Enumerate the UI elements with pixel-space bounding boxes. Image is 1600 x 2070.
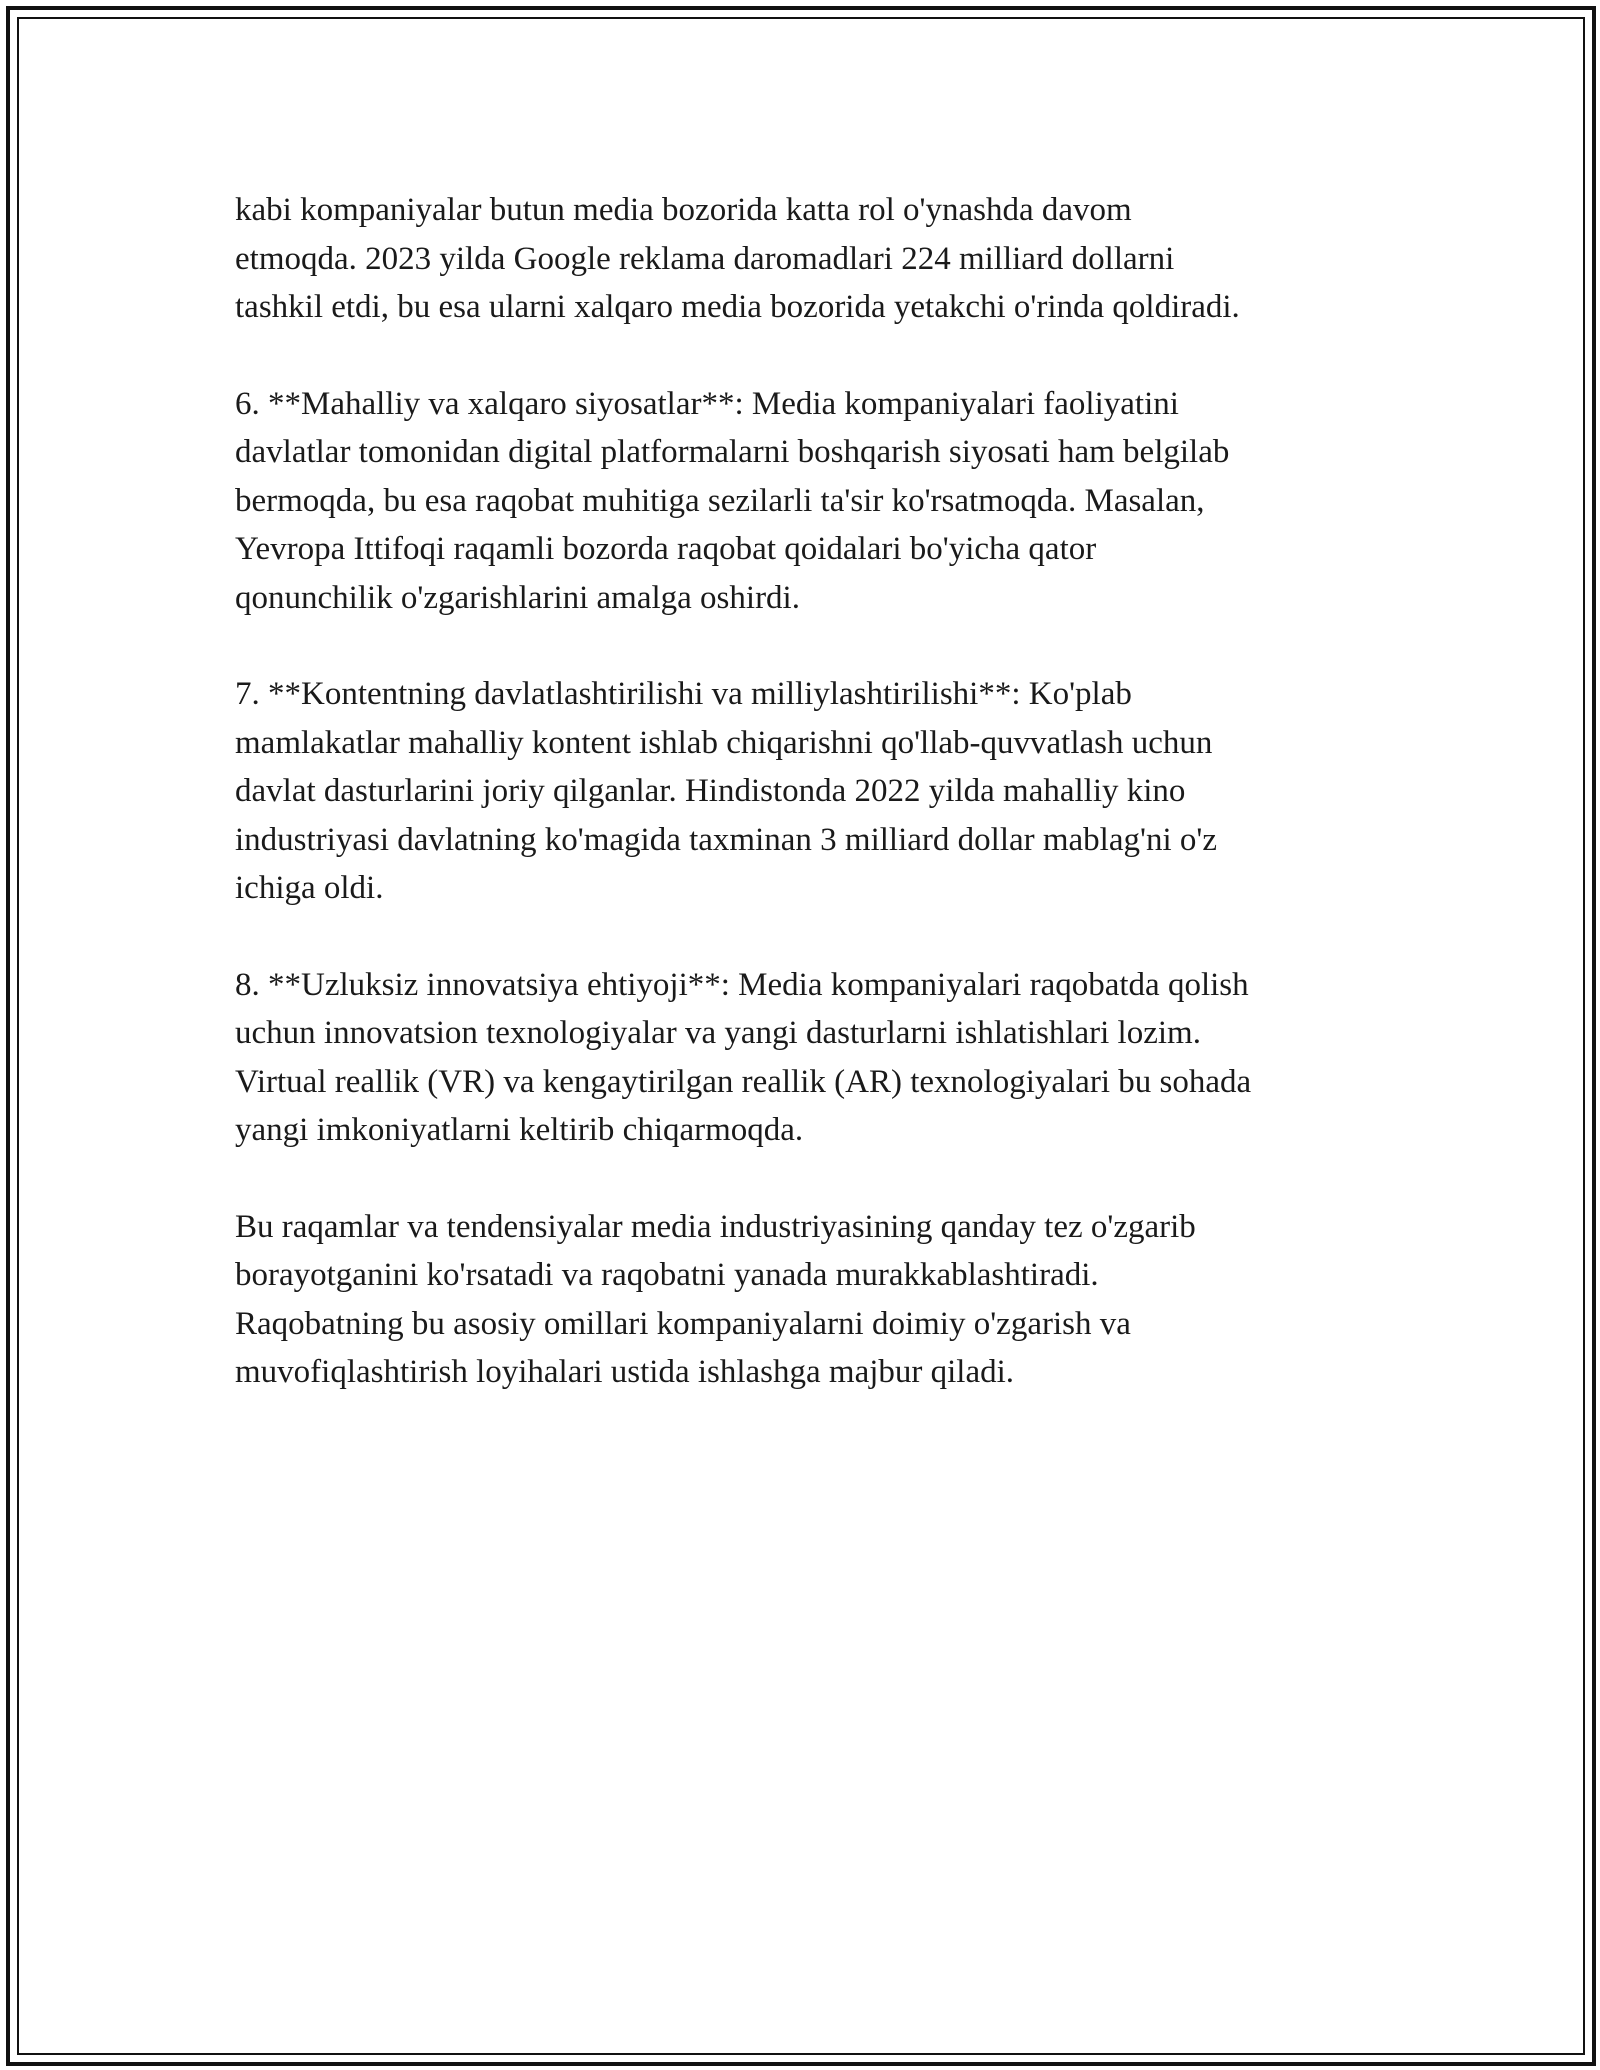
text-line: mamlakatlar mahalliy kontent ishlab chiqarishni qo'llab-quvvatlash uchun: [235, 724, 1213, 761]
paragraph-continuation: [235, 186, 1375, 332]
text-line: davlatlar tomonidan digital platformalarni boshqarish siyosati ham belgilab: [235, 434, 1230, 470]
paragraph-conclusion: [235, 1203, 1375, 1397]
text-line: Bu raqamlar va tendensiyalar media industriyasining qanday tez o'zgarib: [235, 1208, 1196, 1245]
text-line: muvofiqlashtirish loyihalari ustida ishlashga majbur qiladi.: [235, 1354, 1015, 1390]
text-line: etmoqda. 2023 yilda Google reklama daromadlari 224 milliard dollarni: [235, 240, 1175, 277]
text-line: tashkil etdi, bu esa ularni xalqaro media bozorida yetakchi o'rinda qoldiradi.: [235, 289, 1240, 325]
text-line: qonunchilik o'zgarishlarini amalga oshirdi.: [235, 579, 800, 616]
text-line: uchun innovatsion texnologiyalar va yangi dasturlarni ishlatishlari lozim.: [235, 1015, 1201, 1051]
text-line: 8. **Uzluksiz innovatsiya ehtiyoji**: Media kompaniyalari raqobatda qolish: [235, 966, 1249, 1003]
text-line: davlat dasturlarini joriy qilganlar. Hindistonda 2022 yilda mahalliy kino: [235, 773, 1186, 809]
text-line: industriyasi davlatning ko'magida taxminan 3 milliard dollar mablag'ni o'z: [235, 821, 1217, 858]
text-line: kabi kompaniyalar butun media bozorida katta rol o'ynashda davom: [235, 192, 1132, 228]
paragraph-item-8: [235, 961, 1375, 1155]
paragraph-item-7: [235, 670, 1375, 913]
text-line: bermoqda, bu esa raqobat muhitiga sezilarli ta'sir ko'rsatmoqda. Masalan,: [235, 482, 1205, 519]
text-line: Yevropa Ittifoqi raqamli bozorda raqobat qoidalari bo'yicha qator: [235, 531, 1097, 567]
text-line: ichiga oldi.: [235, 870, 384, 906]
document-body: [235, 186, 1375, 1445]
text-line: borayotganini ko'rsatadi va raqobatni yanada murakkablashtiradi.: [235, 1257, 1099, 1293]
text-line: 7. **Kontentning davlatlashtirilishi va milliylashtirilishi**: Ko'plab: [235, 676, 1132, 712]
text-line: 6. **Mahalliy va xalqaro siyosatlar**: Media kompaniyalari faoliyatini: [235, 385, 1179, 422]
paragraph-item-6: [235, 380, 1375, 623]
text-line: yangi imkoniyatlarni keltirib chiqarmoqda.: [235, 1112, 804, 1148]
text-line: Raqobatning bu asosiy omillari kompaniyalarni doimiy o'zgarish va: [235, 1305, 1131, 1342]
text-line: Virtual reallik (VR) va kengaytirilgan reallik (AR) texnologiyalari bu sohada: [235, 1063, 1252, 1100]
